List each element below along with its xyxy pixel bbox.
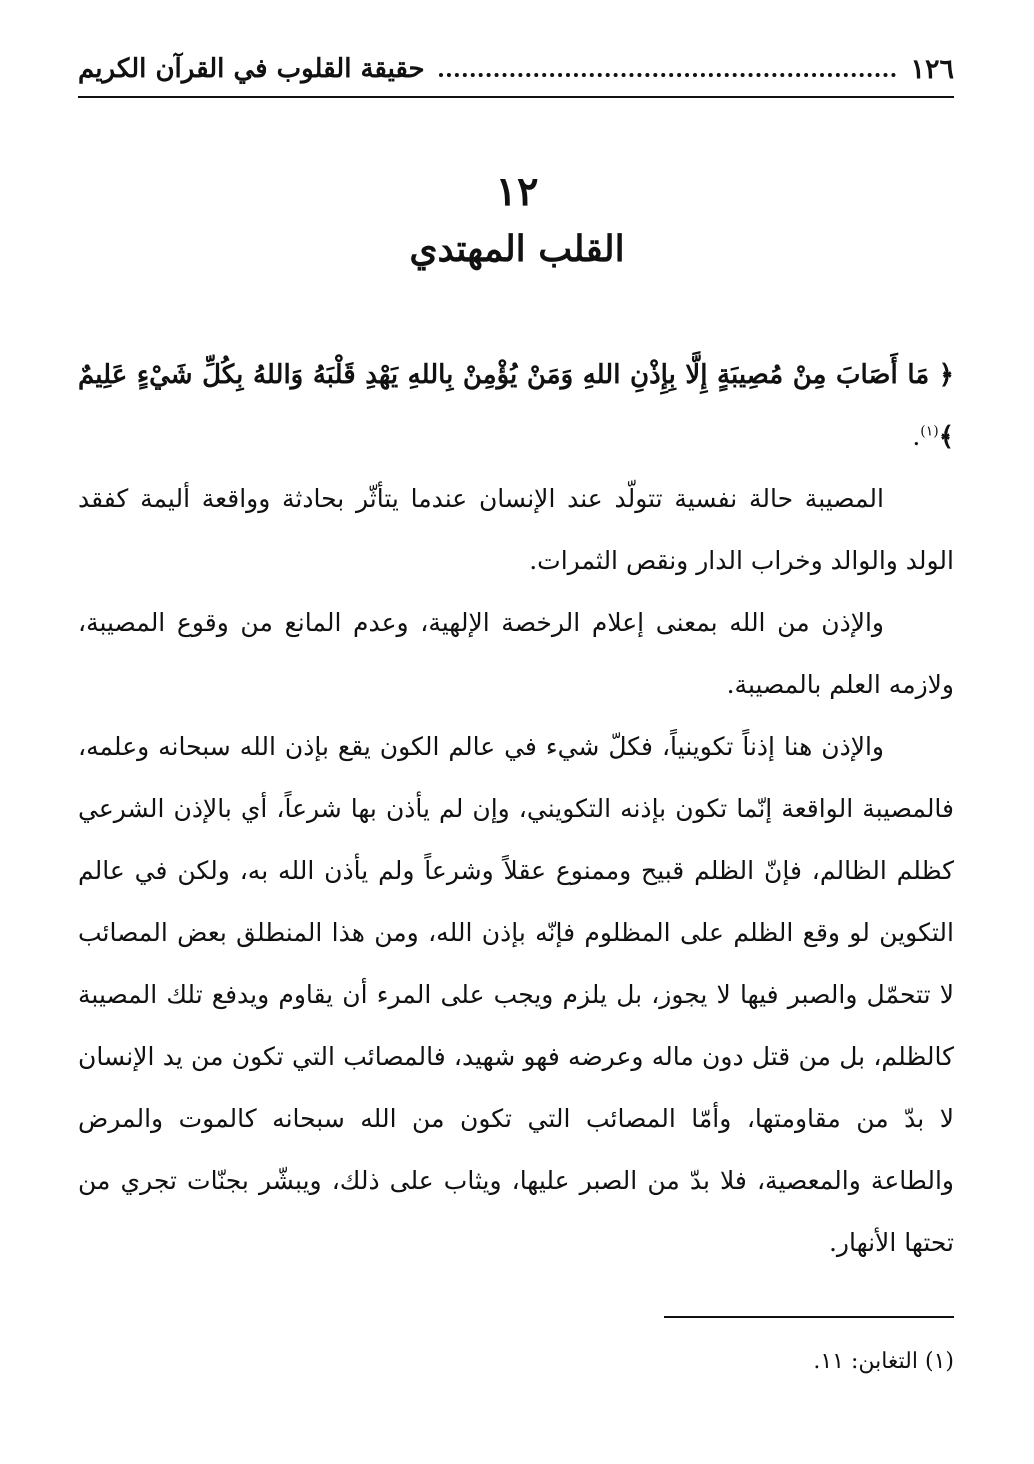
header-dot-leader — [439, 73, 897, 77]
verse-paragraph — [78, 344, 954, 468]
running-header — [78, 44, 954, 94]
paragraph-1: المصيبة حالة نفسية تتولّد عند الإنسان عندما يتأثّر بحادثة وواقعة أليمة كفقد الولد والوالد وخراب الدار ونقص الثمرات. — [78, 484, 954, 575]
chapter-title: القلب المهتدي — [409, 228, 625, 270]
quran-verse: ﴿ مَا أَصَابَ مِنْ مُصِيبَةٍ إِلَّا بِإِذْنِ اللهِ وَمَنْ يُؤْمِنْ بِاللهِ يَهْدِ قَلْبَهُ وَاللهُ بِكُلِّ شَيْءٍ عَلِيمٌ ﴾ — [78, 360, 954, 452]
verse-end-mark: . — [912, 422, 921, 451]
paragraph-2: والإذن من الله بمعنى إعلام الرخصة الإلهية، وعدم المانع من وقوع المصيبة، ولازمه العلم بالمصيبة. — [78, 608, 954, 699]
body-text — [78, 344, 954, 1274]
book-title: حقيقة القلوب في القرآن الكريم — [78, 54, 425, 84]
chapter-number: ١٢ — [495, 168, 539, 215]
header-rule — [78, 96, 954, 98]
page-number: ١٢٦ — [910, 53, 954, 85]
paragraph-3: والإذن هنا إذناً تكوينياً، فكلّ شيء في عالم الكون يقع بإذن الله سبحانه وعلمه، فالمصيبة الواقعة إنّما تكون بإذنه التكويني، وإن لم يأذن بها شرعاً، أي بالإذن الشرعي كظلم الظالم، فإنّ الظلم قبيح وممنوع عقلاً وشرعاً ولم يأذن الله به، ولكن في عالم التكوين لو وقع الظلم على المظلوم فإنّه بإذن الله، ومن هذا المنطلق بعض المصائب لا تتحمّل والصبر فيها لا يجوز، بل يلزم ويجب على المرء أن يقاوم ويدفع تلك المصيبة كالظلم، بل من قتل دون ماله وعرضه فهو شهيد، فالمصائب التي تكون من يد الإنسان لا بدّ من مقاومتها، وأمّا المصائب التي تكون من الله سبحانه كالموت والمرض والطاعة والمعصية، فلا بدّ من الصبر عليها، ويثاب على ذلك، ويبشّر بجنّات تجري من تحتها الأنهار. — [78, 732, 954, 1257]
footnote-reference: (١) — [920, 423, 939, 440]
footnote-rule — [664, 1316, 954, 1318]
footnote: (١) التغابن: ١١. — [813, 1349, 954, 1374]
